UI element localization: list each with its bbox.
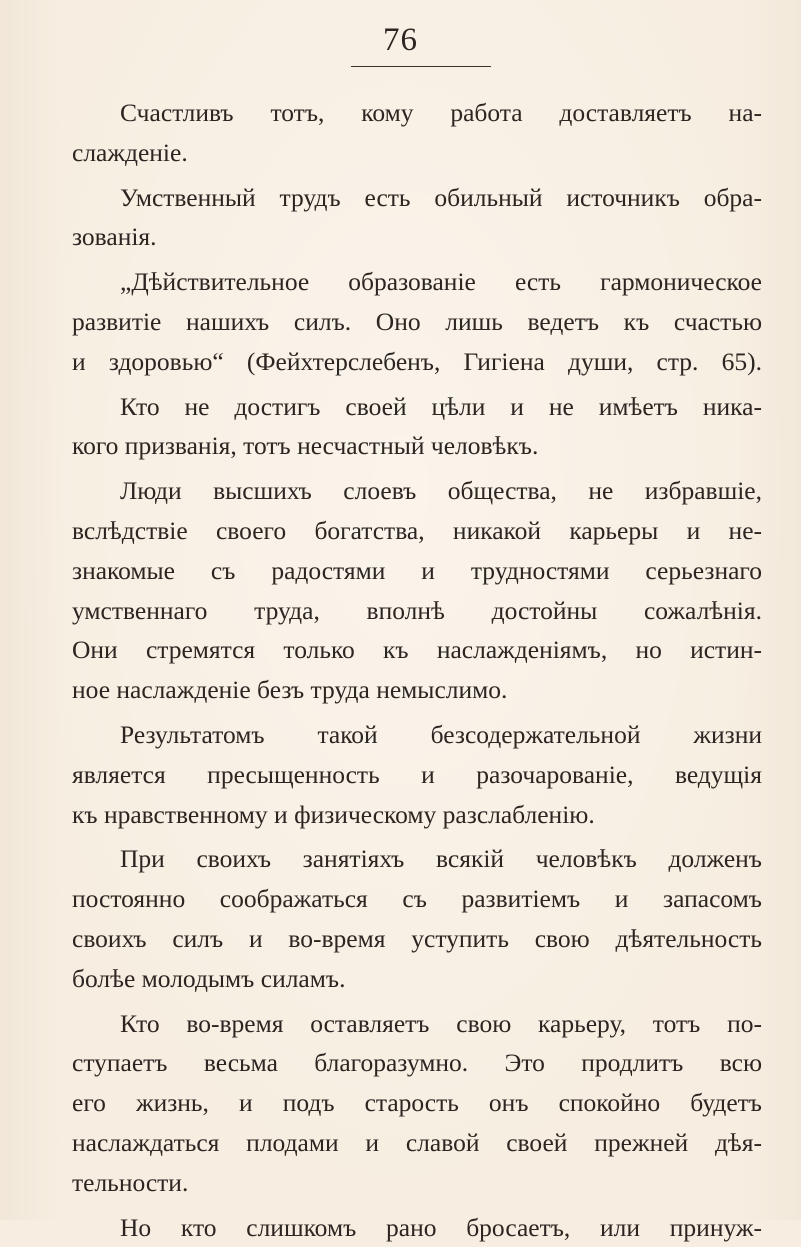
text-line: „Дѣйствительное образованіе есть гармоническое [120, 267, 762, 297]
text-line: Результатомъ такой безсодержательной жизни [120, 719, 762, 749]
paragraph-8 [72, 1004, 762, 1203]
text-line: его жизнь, и подъ старость онъ спокойно будетъ [72, 1088, 762, 1118]
text-line: является пресыщенность и разочарованіе, ведущія [72, 759, 762, 789]
text-line: зованія. [72, 222, 157, 252]
text-line: своихъ силъ и во-время уступить свою дѣятельность [72, 923, 762, 953]
header-rule [351, 66, 491, 67]
text-line: постоянно соображаться съ развитіемъ и запасомъ [72, 884, 762, 914]
text-line: вслѣдствіе своего богатства, никакой карьеры и не- [72, 515, 762, 545]
text-line: Люди высшихъ слоевъ общества, не избравшіе, [120, 476, 762, 506]
text-line: ступаетъ весьма благоразумно. Это продлитъ всю [72, 1048, 762, 1078]
text-line: тельности. [72, 1167, 189, 1197]
paragraph-1 [72, 93, 762, 173]
text-line: Счастливъ тотъ, кому работа доставляетъ на- [120, 98, 762, 127]
text-line: знакомые съ радостями и трудностями серьезнаго [72, 555, 762, 585]
text-line: Кто во-время оставляетъ свою карьеру, тотъ по- [120, 1008, 762, 1038]
text-line: Но кто слишкомъ рано бросаетъ, или принуж- [120, 1212, 762, 1242]
body-text [72, 93, 762, 1247]
text-line: развитіе нашихъ силъ. Оно лишь ведетъ къ счастью [72, 306, 762, 336]
paragraph-2 [72, 178, 762, 258]
text-line: слажденіе. [72, 137, 188, 167]
text-line: умственнаго труда, вполнѣ достойны сожалѣнія. [72, 595, 762, 625]
paragraph-3 [72, 262, 762, 381]
text-line: Умственный трудъ есть обильный источникъ обра- [120, 182, 762, 212]
text-line: къ нравственному и физическому разслабленію. [72, 799, 595, 829]
paragraph-4 [72, 387, 762, 467]
page-number: 76 [383, 22, 418, 58]
text-line: наслаждаться плодами и славой своей прежней дѣя- [72, 1127, 762, 1157]
paragraph-9 [72, 1208, 762, 1247]
text-line: Кто не достигъ своей цѣли и не имѣетъ ника- [120, 391, 762, 421]
text-line: Они стремятся только къ наслажденіямъ, но истин- [72, 635, 762, 665]
paragraph-7 [72, 839, 762, 998]
text-line: и здоровью“ (Фейхтерслебенъ, Гигіена души, стр. 65). [72, 346, 762, 376]
text-line: болѣе молодымъ силамъ. [72, 963, 346, 993]
paragraph-6 [72, 715, 762, 834]
paragraph-5 [72, 471, 762, 710]
text-line: ное наслажденіе безъ труда немыслимо. [72, 675, 508, 705]
text-line: кого призванія, тотъ несчастный человѣкъ. [72, 431, 539, 461]
text-line: При своихъ занятіяхъ всякій человѣкъ долженъ [120, 844, 762, 874]
